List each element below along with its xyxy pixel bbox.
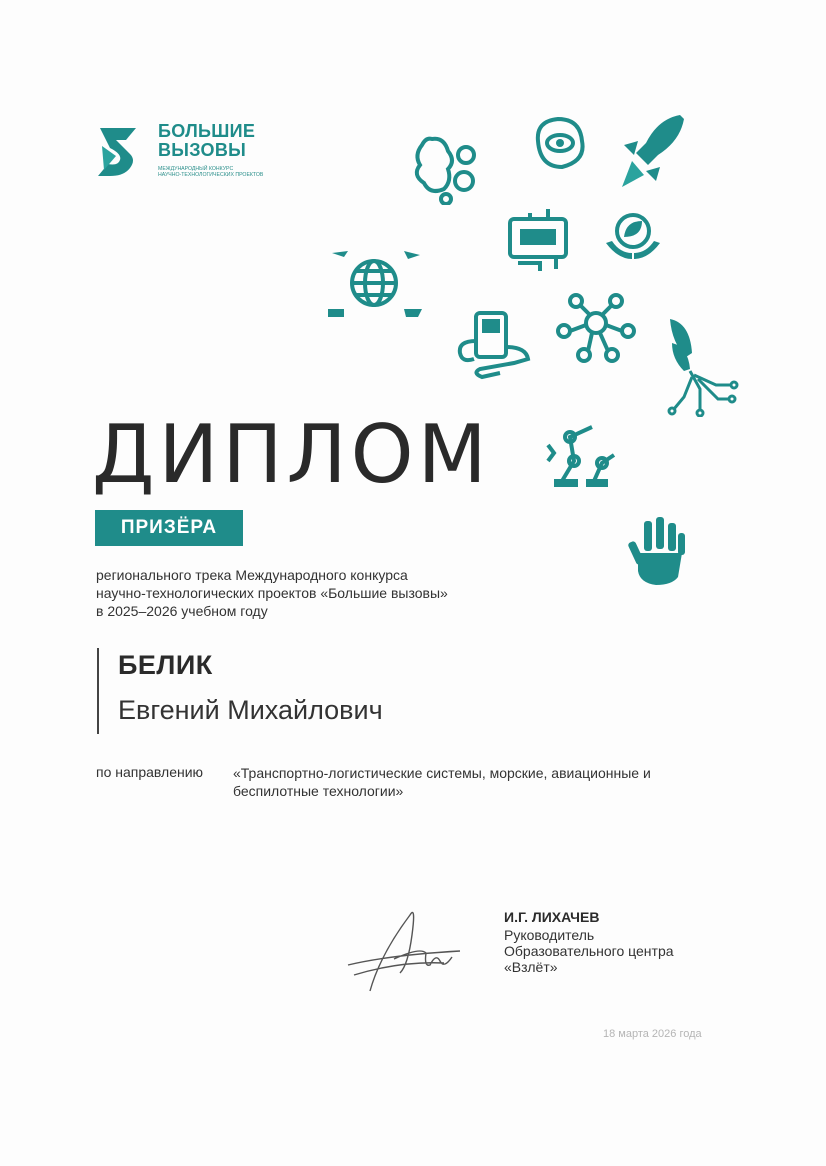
brain-tech-icon xyxy=(404,125,484,205)
logo-title xyxy=(158,122,255,160)
robotic-hand-icon xyxy=(622,515,688,587)
recipient-given-names: Евгений Михайлович xyxy=(118,695,383,725)
description-line: научно-технологических проектов «Большие вызовы» xyxy=(96,585,448,601)
name-divider xyxy=(97,648,99,734)
wheat-circuit-icon xyxy=(660,313,740,417)
eco-leaf-icon xyxy=(602,203,664,265)
direction-value xyxy=(233,764,743,800)
signer-role-line: Руководитель xyxy=(504,927,595,943)
eye-brain-icon xyxy=(528,111,592,175)
signer-role-line: Образовательного центра xyxy=(504,943,674,959)
direction-line: беспилотные технологии» xyxy=(233,783,404,799)
description-line: регионального трека Международного конкурса xyxy=(96,567,408,583)
prize-badge: ПРИЗЁРА xyxy=(95,510,243,546)
handwritten-signature xyxy=(340,895,470,995)
logo-title-line-1: БОЛЬШИЕ xyxy=(158,121,256,141)
recipient-surname: БЕЛИК xyxy=(118,650,213,680)
logo-subtitle-line-2: НАУЧНО-ТЕХНОЛОГИЧЕСКИХ ПРОЕКТОВ xyxy=(158,172,264,178)
issue-date: 18 марта 2026 года xyxy=(603,1028,702,1040)
direction-line: «Транспортно-логистические системы, морские, авиационные и xyxy=(233,765,651,781)
big-challenges-logo-icon xyxy=(96,126,154,178)
technology-icons xyxy=(300,95,760,605)
molecule-network-icon xyxy=(550,291,640,369)
signer-name: И.Г. ЛИХАЧЕВ xyxy=(504,909,600,925)
description-line: в 2025–2026 учебном году xyxy=(96,603,268,619)
contest-logo xyxy=(96,122,296,182)
direction-label: по направлению xyxy=(96,764,204,780)
medical-device-icon xyxy=(454,307,536,381)
logo-title-line-2: ВЫЗОВЫ xyxy=(158,140,247,160)
logo-subtitle-line-1: МЕЖДУНАРОДНЫЙ КОНКУРС xyxy=(158,166,234,172)
diploma-description xyxy=(96,566,448,620)
rocket-icon xyxy=(618,109,690,193)
circuit-board-icon xyxy=(500,205,578,275)
global-logistics-icon xyxy=(324,243,424,323)
robot-arm-icon xyxy=(544,417,624,489)
signer-role-line: «Взлёт» xyxy=(504,959,558,975)
logo-subtitle xyxy=(158,166,298,178)
diploma-title: ДИПЛОМ xyxy=(92,408,491,501)
signer-role xyxy=(504,927,674,975)
